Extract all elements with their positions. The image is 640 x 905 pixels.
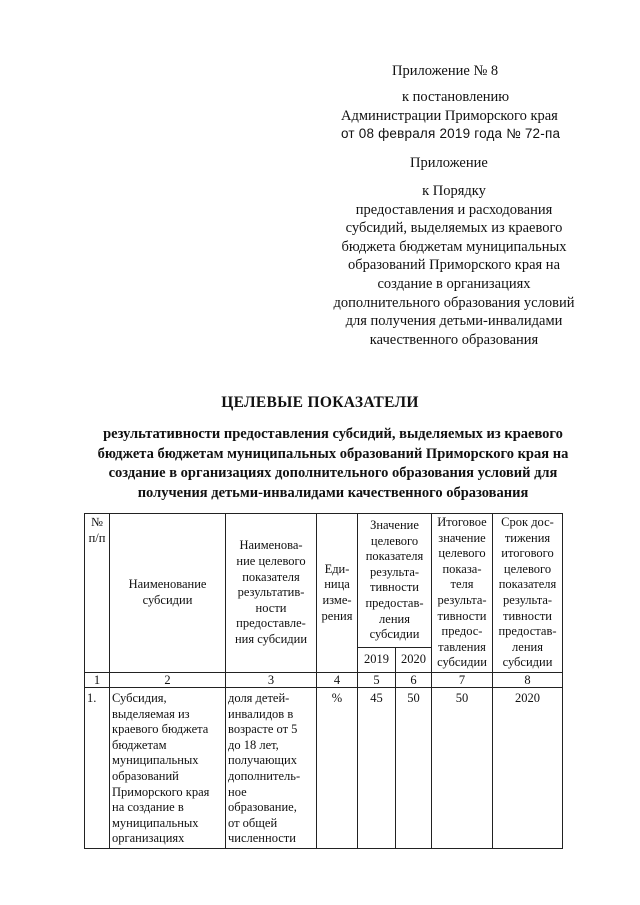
column-number: 6 <box>396 672 432 687</box>
header-final-line: Итоговое <box>437 515 487 529</box>
subtitle-line: создание в организациях дополнительного образования условий для <box>108 465 558 481</box>
subtitle-line: получения детьми-инвалидами качественного образования <box>137 484 529 501</box>
order-line: качественного образования <box>369 331 539 348</box>
header-final-line: теля <box>450 577 474 592</box>
appendix-resolution-ref: к постановлению <box>402 89 510 105</box>
order-appendix-title: Приложение <box>410 155 488 171</box>
order-line: образований Приморского края на <box>347 257 561 274</box>
column-number: 8 <box>493 672 563 687</box>
subtitle-line: результативности предоставления субсидий, выделяемых из краевого <box>103 426 563 442</box>
row-final-value: 50 <box>432 687 493 848</box>
appendix-number: Приложение № 8 <box>392 63 499 79</box>
row-subsidy-line: муниципальных <box>112 753 199 768</box>
row-subsidy <box>110 687 226 848</box>
header-final-line: предос- <box>441 624 483 639</box>
document-subtitle <box>60 425 606 503</box>
row-indicator-line: инвалидов в <box>228 706 294 721</box>
header-unit-line: Еди- <box>324 561 350 576</box>
row-subsidy-line: бюджетам <box>112 737 167 752</box>
row-indicator-line: возрасте от 5 <box>228 722 298 737</box>
header-value-line: целевого <box>370 533 419 548</box>
header-final-line: значение <box>438 530 486 545</box>
row-subsidy-line: образований <box>112 768 179 783</box>
row-unit: % <box>317 687 358 848</box>
order-line: предоставления и расходования <box>355 201 553 218</box>
row-num: 1. <box>85 687 110 848</box>
header-value-line: тивности <box>369 580 419 595</box>
column-number: 5 <box>358 672 396 687</box>
header-value-line: Значение <box>370 518 419 533</box>
header-deadline-line: предостав- <box>498 624 557 639</box>
appendix-administration: Администрации Приморского края <box>341 108 558 124</box>
column-number: 4 <box>317 672 358 687</box>
header-year-2020: 2020 <box>396 647 432 672</box>
column-number: 7 <box>432 672 493 687</box>
header-value-line: субсидии <box>369 627 420 642</box>
header-indicator-line: Наименова- <box>239 538 303 553</box>
header-num-line: № <box>91 515 103 529</box>
column-number: 2 <box>110 672 226 687</box>
header-final-line: тивности <box>437 608 487 623</box>
header-num <box>85 514 110 673</box>
row-value-2019: 45 <box>358 687 396 848</box>
header-subsidy-line: Наименование <box>128 577 207 592</box>
header-indicator-line: предоставле- <box>236 616 306 631</box>
header-year-2019: 2019 <box>358 647 396 672</box>
header-indicator-line: показателя <box>242 569 300 584</box>
header-deadline-line: показателя <box>498 577 557 592</box>
header-value-line: показателя <box>365 549 424 564</box>
header-value-line: ления <box>379 611 410 626</box>
header-value <box>358 514 432 648</box>
table-column-numbers-row <box>85 672 563 687</box>
order-line: к Порядку <box>422 183 486 199</box>
header-final-line: тавления <box>438 639 486 654</box>
target-indicators-table <box>84 513 563 849</box>
row-indicator-line: ное <box>228 784 247 799</box>
row-indicator <box>226 687 317 848</box>
row-deadline: 2020 <box>493 687 563 848</box>
row-indicator-line: от общей <box>228 815 278 830</box>
order-line: бюджета бюджетам муниципальных <box>341 238 567 255</box>
row-subsidy-line: Приморского края <box>112 784 210 799</box>
order-line: для получения детьми-инвалидами <box>345 313 563 330</box>
header-deadline-line: Срок дос- <box>501 515 554 529</box>
header-value-line: предостав- <box>365 595 424 610</box>
row-indicator-line: получающих <box>228 753 298 768</box>
header-deadline <box>493 514 563 673</box>
row-indicator-line: до 18 лет, <box>228 737 279 752</box>
header-final <box>432 514 493 673</box>
row-indicator-line: доля детей- <box>228 690 290 705</box>
column-number: 3 <box>226 672 317 687</box>
header-indicator <box>226 514 317 673</box>
header-deadline-line: тижения <box>504 530 551 545</box>
header-deadline-line: целевого <box>503 561 552 576</box>
document-title: ЦЕЛЕВЫЕ ПОКАЗАТЕЛИ <box>221 394 419 411</box>
row-indicator-line: дополнитель- <box>228 768 301 783</box>
table-row <box>85 687 563 848</box>
order-line: дополнительного образования условий <box>333 294 575 311</box>
appendix-date-stamp: от 08 февраля 2019 года № 72-па <box>341 126 561 141</box>
header-deadline-line: результа- <box>502 592 553 607</box>
header-unit-line: изме- <box>322 592 352 607</box>
order-appendix-text <box>310 182 598 349</box>
row-subsidy-line: краевого бюджета <box>112 722 209 737</box>
header-num-line: п/п <box>88 530 106 545</box>
row-indicator-line: образование, <box>228 800 297 815</box>
row-subsidy-line: муниципальных <box>112 815 199 830</box>
header-final-line: субсидии <box>437 655 487 670</box>
header-deadline-line: итогового <box>501 546 554 561</box>
header-indicator-line: результатив- <box>237 585 305 600</box>
row-subsidy-line: выделяемая из <box>112 706 190 721</box>
header-subsidy-line: субсидии <box>142 592 193 607</box>
row-value-2020: 50 <box>396 687 432 848</box>
header-value-line: результа- <box>369 564 420 579</box>
row-indicator-line: численности <box>228 831 296 846</box>
table-header-row <box>85 514 563 648</box>
row-subsidy-line: организациях <box>112 831 185 846</box>
header-deadline-line: ления <box>512 639 543 654</box>
header-unit-line: ница <box>324 577 350 592</box>
order-line: создание в организациях <box>377 275 531 292</box>
header-final-line: целевого <box>438 546 486 561</box>
header-unit-line: рения <box>321 608 353 623</box>
header-indicator-line: ности <box>255 600 287 615</box>
header-final-line: результа- <box>437 592 487 607</box>
row-subsidy-line: на создание в <box>112 800 184 815</box>
header-deadline-line: тивности <box>502 608 552 623</box>
header-unit <box>317 514 358 673</box>
header-final-line: показа- <box>442 561 482 576</box>
column-number: 1 <box>85 672 110 687</box>
order-line: субсидий, выделяемых из краевого <box>345 220 563 237</box>
header-subsidy <box>110 514 226 673</box>
row-subsidy-line: Субсидия, <box>112 690 167 705</box>
subtitle-line: бюджета бюджетам муниципальных образований Приморского края на <box>97 445 569 462</box>
header-deadline-line: субсидии <box>502 655 553 670</box>
header-indicator-line: ние целевого <box>236 553 306 568</box>
header-indicator-line: ния субсидии <box>234 631 308 646</box>
